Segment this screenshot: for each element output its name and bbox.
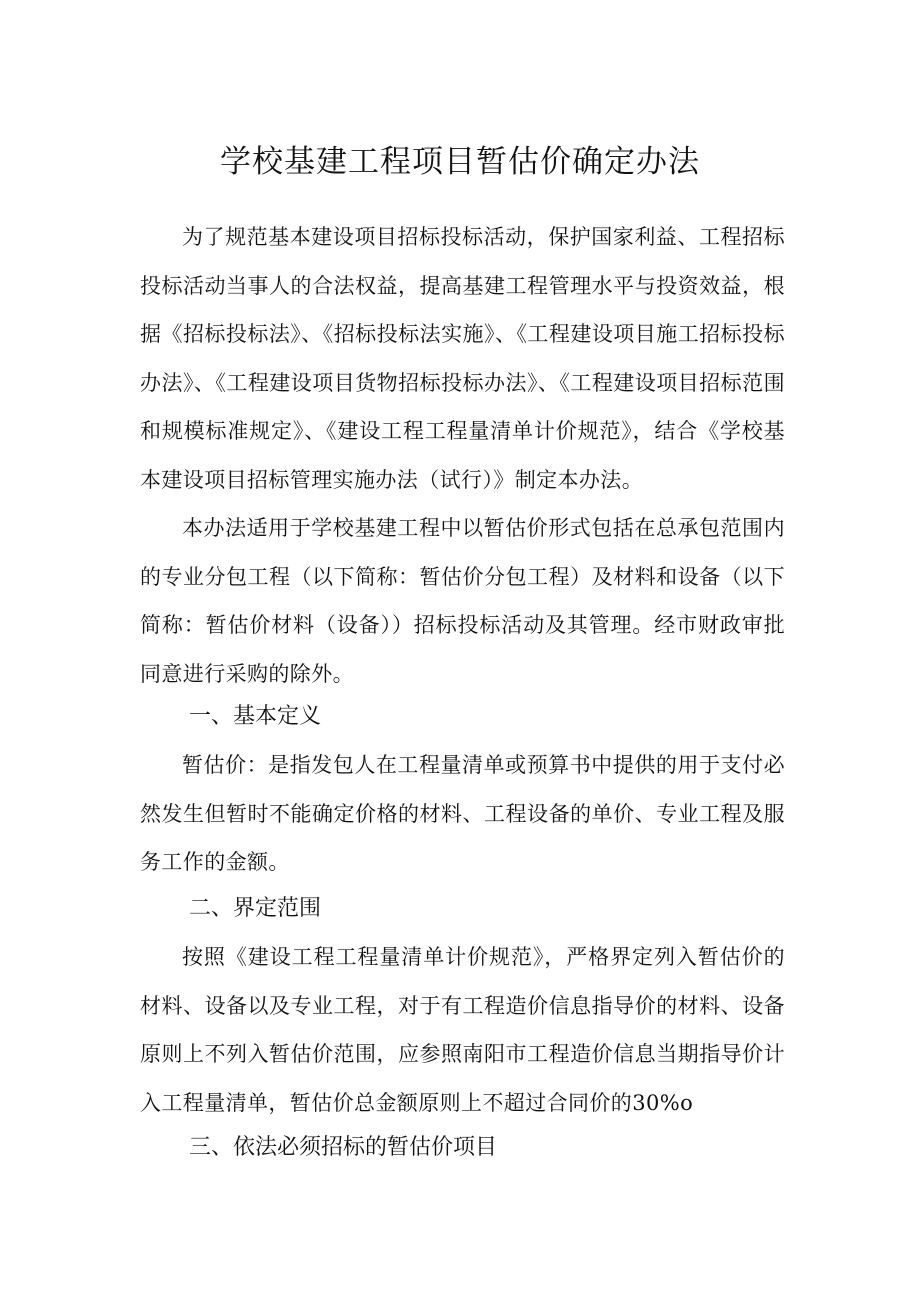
scope-paragraph: 本办法适用于学校基建工程中以暂估价形式包括在总承包范围内的专业分包工程（以下简称：暂估价分包工程）及材料和设备（以下简称：暂估价材料（设备））招标投标活动及其管理。经市财政审批同意进行采购的除外。 (140, 516, 785, 686)
intro-paragraph: 为了规范基本建设项目招标投标活动，保护国家利益、工程招标投标活动当事人的合法权益，提高基建工程管理水平与投资效益，根据《招标投标法》、《招标投标法实施》、《工程建设项目施工招标投标办法》、《工程建设项目货物招标投标办法》、《工程建设项目招标范围和规模标准规定》、《建设工程工程量清单计价规范》，结合《学校基本建设项目招标管理实施办法（试行）》制定本办法。 (140, 225, 785, 492)
scope-definition-paragraph: 按照《建设工程工程量清单计价规范》，严格界定列入暂估价的材料、设备以及专业工程，对于有工程造价信息指导价的材料、设备原则上不列入暂估价范围，应参照南阳市工程造价信息当期指导价计入工程量清单，暂估价总金额原则上不超过合同价的30%o (140, 945, 785, 1115)
section-heading-scope-definition: 二、界定范围 (189, 896, 322, 921)
section-heading-basic-definition: 一、基本定义 (189, 704, 322, 729)
document-title: 学校基建工程项目暂估价确定办法 (220, 144, 700, 180)
section-heading-mandatory-tender: 三、依法必须招标的暂估价项目 (189, 1135, 498, 1160)
basic-definition-paragraph: 暂估价：是指发包人在工程量清单或预算书中提供的用于支付必然发生但暂时不能确定价格的材料、工程设备的单价、专业工程及服务工作的金额。 (140, 753, 785, 874)
